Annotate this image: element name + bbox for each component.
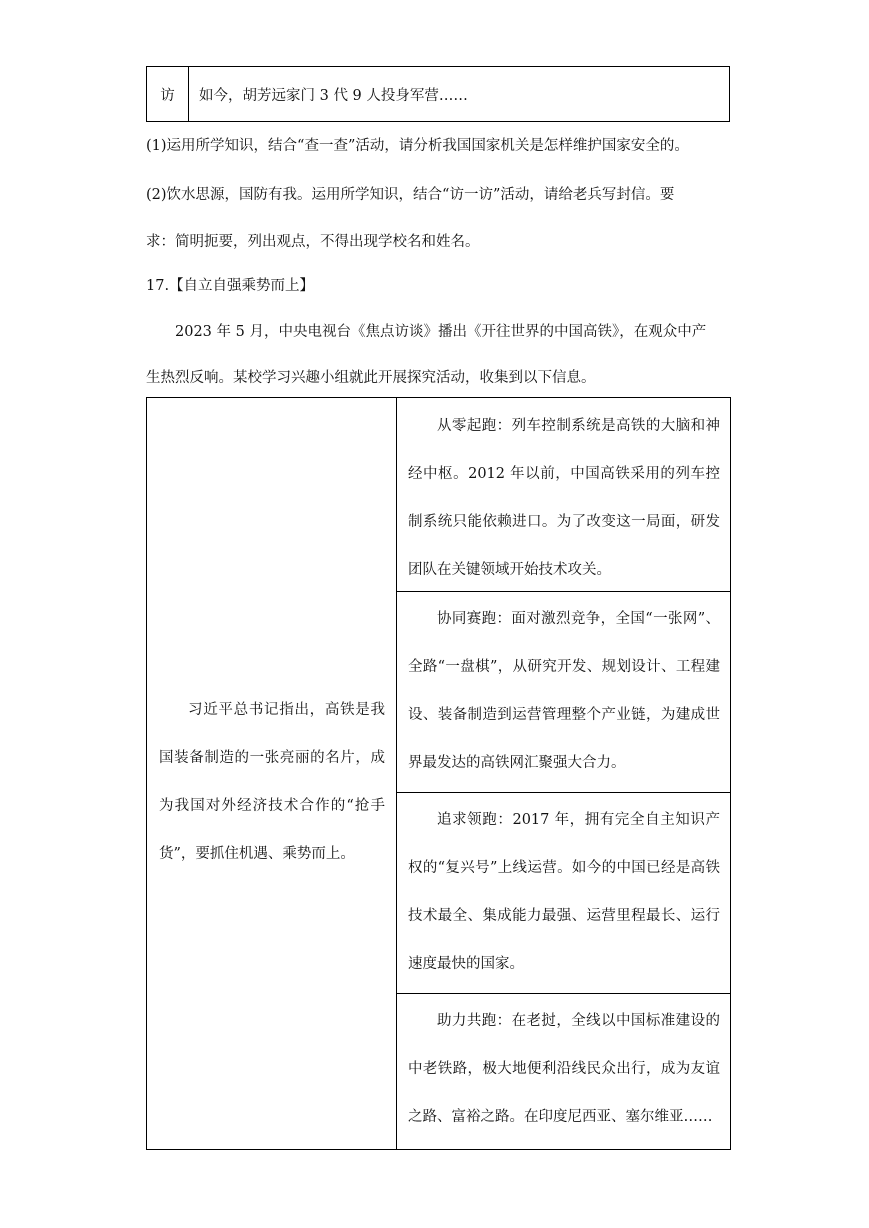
cell-pursue-lead — [397, 793, 730, 993]
left-quote-text: 习近平总书记指出，高铁是我国装备制造的一张亮丽的名片，成为我国对外经济技术合作的“抢手货”，要抓住机遇、乘势而上。 — [159, 702, 385, 862]
question-17-intro-line-2: 生热烈反响。某校学习兴趣小组就此开展探究活动，收集到以下信息。 — [146, 370, 596, 386]
cell-cooperative-race-text: 协同赛跑：面对激烈竞争，全国“一张网”、全路“一盘棋”，从研究开发、规划设计、工程建设、装备制造到运营管理整个产业链，为建成世界最发达的高铁网汇聚强大合力。 — [408, 611, 720, 771]
high-speed-rail-table — [146, 397, 731, 1150]
visit-content-cell — [199, 67, 468, 121]
visit-label: 访 — [160, 87, 175, 104]
cell-help-run-together-text: 助力共跑：在老挝，全线以中国标准建设的中老铁路，极大地便利沿线民众出行，成为友谊之路、富裕之路。在印度尼西亚、塞尔维亚…… — [408, 1013, 720, 1125]
visit-label-cell — [147, 67, 189, 121]
question-2-line-2: 求：简明扼要，列出观点，不得出现学校名和姓名。 — [146, 234, 480, 250]
visit-content: 如今，胡芳远家门 3 代 9 人投身军营…… — [199, 87, 468, 104]
question-1: (1)运用所学知识，结合“查一查”活动，请分析我国国家机关是怎样维护国家安全的。 — [146, 138, 689, 154]
cell-start-from-zero — [397, 398, 730, 591]
question-2-line-1: (2)饮水思源，国防有我。运用所学知识，结合“访一访”活动，请给老兵写封信。要 — [146, 187, 675, 203]
cell-pursue-lead-text: 追求领跑：2017 年，拥有完全自主知识产权的“复兴号”上线运营。如今的中国已经是高铁技术最全、集成能力最强、运营里程最长、运行速度最快的国家。 — [408, 812, 720, 972]
cell-start-from-zero-text: 从零起跑：列车控制系统是高铁的大脑和神经中枢。2012 年以前，中国高铁采用的列车控制系统只能依赖进口。为了改变这一局面，研发团队在关键领域开始技术攻关。 — [408, 418, 720, 578]
question-17-title: 17.【自立自强乘势而上】 — [146, 278, 315, 294]
visit-table — [146, 66, 730, 122]
question-17-intro-line-1: 2023 年 5 月，中央电视台《焦点访谈》播出《开往世界的中国高铁》，在观众中产 — [175, 324, 707, 340]
cell-help-run-together — [397, 994, 730, 1149]
left-quote-cell — [147, 398, 397, 1149]
cell-cooperative-race — [397, 592, 730, 792]
